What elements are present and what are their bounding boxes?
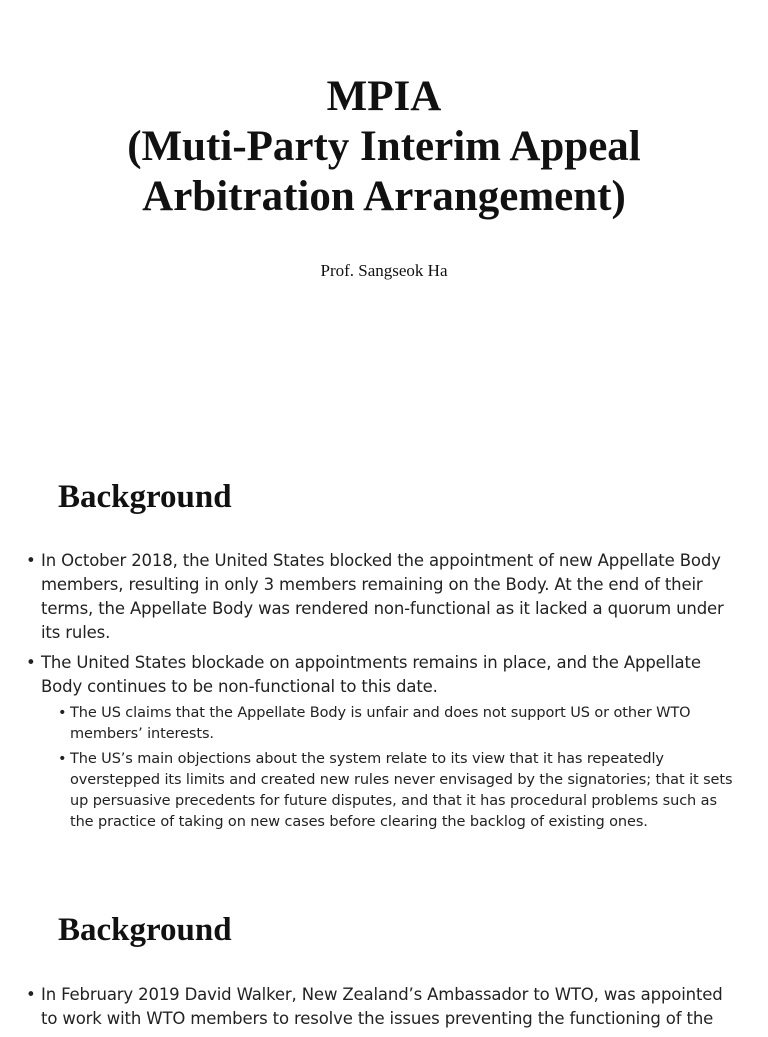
title-slide xyxy=(0,0,768,430)
bullet-text: In February 2019 David Walker, New Zealand’s Ambassador to WTO, was appointed to work with WTO members to resolve the issues preventing the functioning of the xyxy=(41,985,723,1028)
slide-subtitle: Prof. Sangseok Ha xyxy=(320,261,448,280)
sub-bullet-text: The US’s main objections about the system relate to its view that it has repeatedly overstepped its limits and created new rules never envisaged by the signatories; that it sets up persuasive precedents for future disputes, and that it has procedural problems such as the practice of taking on new cases before clearing the backlog of existing ones. xyxy=(70,751,733,830)
title-line: Arbitration Arrangement) xyxy=(142,173,626,220)
sub-bullet-item xyxy=(58,703,742,745)
background-slide xyxy=(0,866,768,1028)
bullet-text: In October 2018, the United States blocked the appointment of new Appellate Body members, resulting in only 3 members remaining on the Body. At the end of their terms, the Appellate Body was rendered non-functional as it lacked a quorum under its rules. xyxy=(41,551,724,642)
bullet-text: The United States blockade on appointments remains in place, and the Appellate Body continues to be non-functional to this date. xyxy=(41,653,701,696)
bullet-item xyxy=(26,549,742,645)
sub-bullet-list xyxy=(26,703,742,833)
slide-heading: Background xyxy=(58,912,232,948)
bullet-list xyxy=(26,549,742,837)
bullet-item xyxy=(26,651,742,699)
bullet-list xyxy=(26,983,742,1037)
slide-title xyxy=(0,72,768,222)
bullet-icon: • xyxy=(58,705,67,721)
sub-bullet-group xyxy=(26,703,742,833)
bullet-icon: • xyxy=(26,653,36,672)
title-line: MPIA xyxy=(326,73,442,120)
sub-bullet-item xyxy=(58,749,742,833)
bullet-icon: • xyxy=(26,985,36,1004)
bullet-icon: • xyxy=(58,751,67,767)
slide-heading: Background xyxy=(58,479,232,515)
background-slide xyxy=(0,432,768,864)
sub-bullet-text: The US claims that the Appellate Body is unfair and does not support US or other WTO members’ interests. xyxy=(70,705,691,742)
bullet-icon: • xyxy=(26,551,36,570)
title-line: (Muti-Party Interim Appeal xyxy=(127,123,641,170)
